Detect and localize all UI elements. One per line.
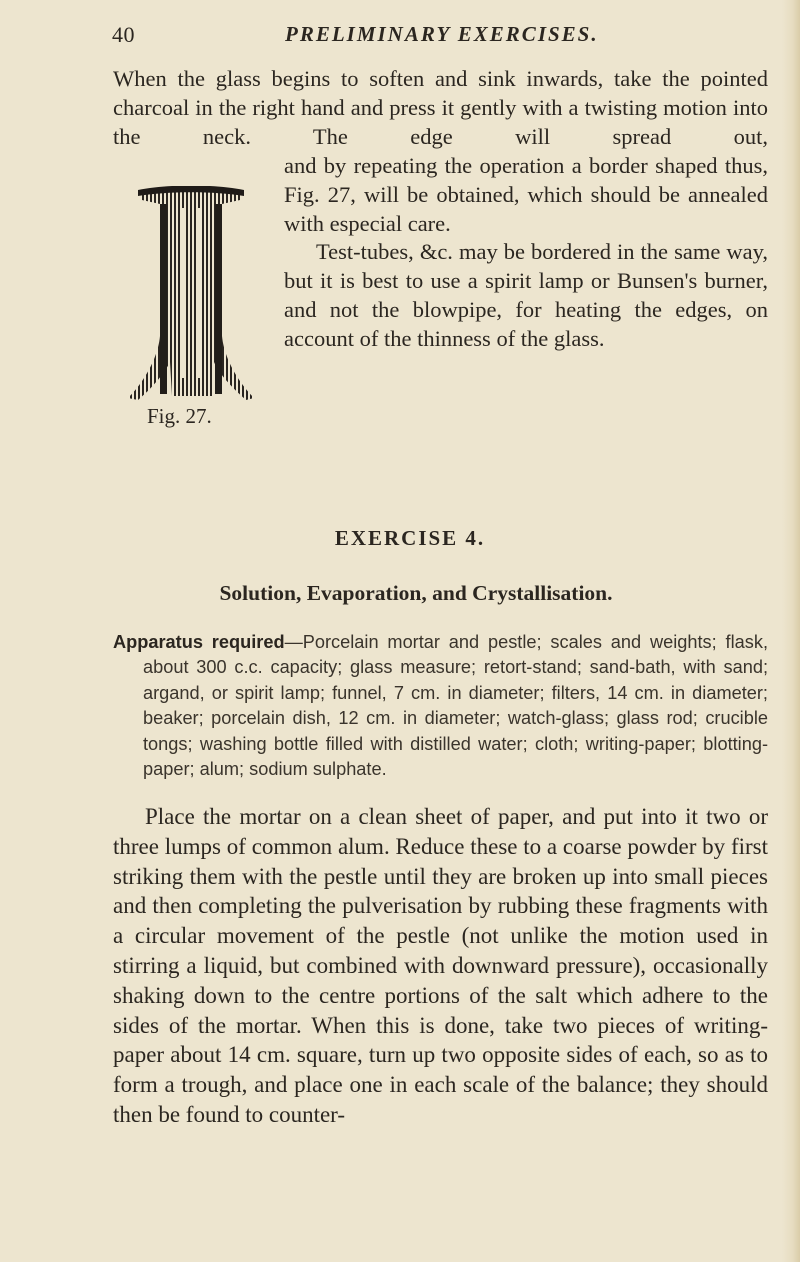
exercise-title: EXERCISE 4. bbox=[334, 526, 486, 550]
figure-caption: Fig. 27. bbox=[147, 404, 212, 428]
intro-paragraph-continued: and by repeating the operation a border shaped thus, Fig. 27, will be obtained, which should be annealed with especial care. bbox=[284, 153, 768, 236]
page-header bbox=[0, 22, 800, 52]
intro-paragraph-second bbox=[284, 152, 768, 354]
apparatus-label: Apparatus required bbox=[113, 632, 285, 652]
instructions-text: Place the mortar on a clean sheet of paper, and put into it two or three lumps of common alum. Reduce these to a coarse powder by first striking them with the pestle until they are broken up into small pieces and then completing the pulverisation by rubbing these fragments with a circular movement of the pestle (not unlike the motion used in stirring a liquid, but combined with downward pressure), occasionally shaking down to the centre portions of the salt which adhere to the sides of the mortar. When this is done, take two pieces of writing-paper about 14 cm. square, turn up two opposite sides of each, so as to form a trough, and place one in each scale of the balance; they should then be found to counter- bbox=[113, 804, 768, 1127]
exercise-subtitle: Solution, Evaporation, and Crystallisation. bbox=[219, 581, 613, 605]
apparatus-list bbox=[113, 630, 768, 782]
page-edge-shadow bbox=[782, 0, 800, 1262]
apparatus-block bbox=[113, 630, 768, 782]
apparatus-items: —Porcelain mortar and pestle; scales and weights; flask, about 300 c.c. capacity; glass measure; retort-stand; sand-bath, with sand; argand, or spirit lamp; funnel, 7 cm. in diameter; filters, 14 cm. in diameter; beaker; porcelain dish, 12 cm. in diameter; watch-glass; glass rod; crucible tongs; washing bottle filled with distilled water; cloth; writing-paper; blotting-paper; alum; sodium sulphate. bbox=[143, 632, 768, 780]
instructions-paragraph bbox=[113, 802, 768, 1130]
tube-border-illustration bbox=[118, 186, 264, 406]
running-head: PRELIMINARY EXERCISES. bbox=[285, 22, 599, 46]
second-paragraph-text: Test-tubes, &c. may be bordered in the same way, but it is best to use a spirit lamp or Bunsen's burner, and not the blowpipe, for heating the edges, on account of the thinness of the glass. bbox=[284, 239, 768, 351]
intro-paragraph bbox=[113, 65, 768, 151]
intro-paragraph-text: When the glass begins to soften and sink inwards, take the pointed charcoal in the right hand and press it gently with a twisting motion into the neck. The edge will spread out, bbox=[113, 66, 768, 149]
page-number: 40 bbox=[112, 22, 135, 47]
